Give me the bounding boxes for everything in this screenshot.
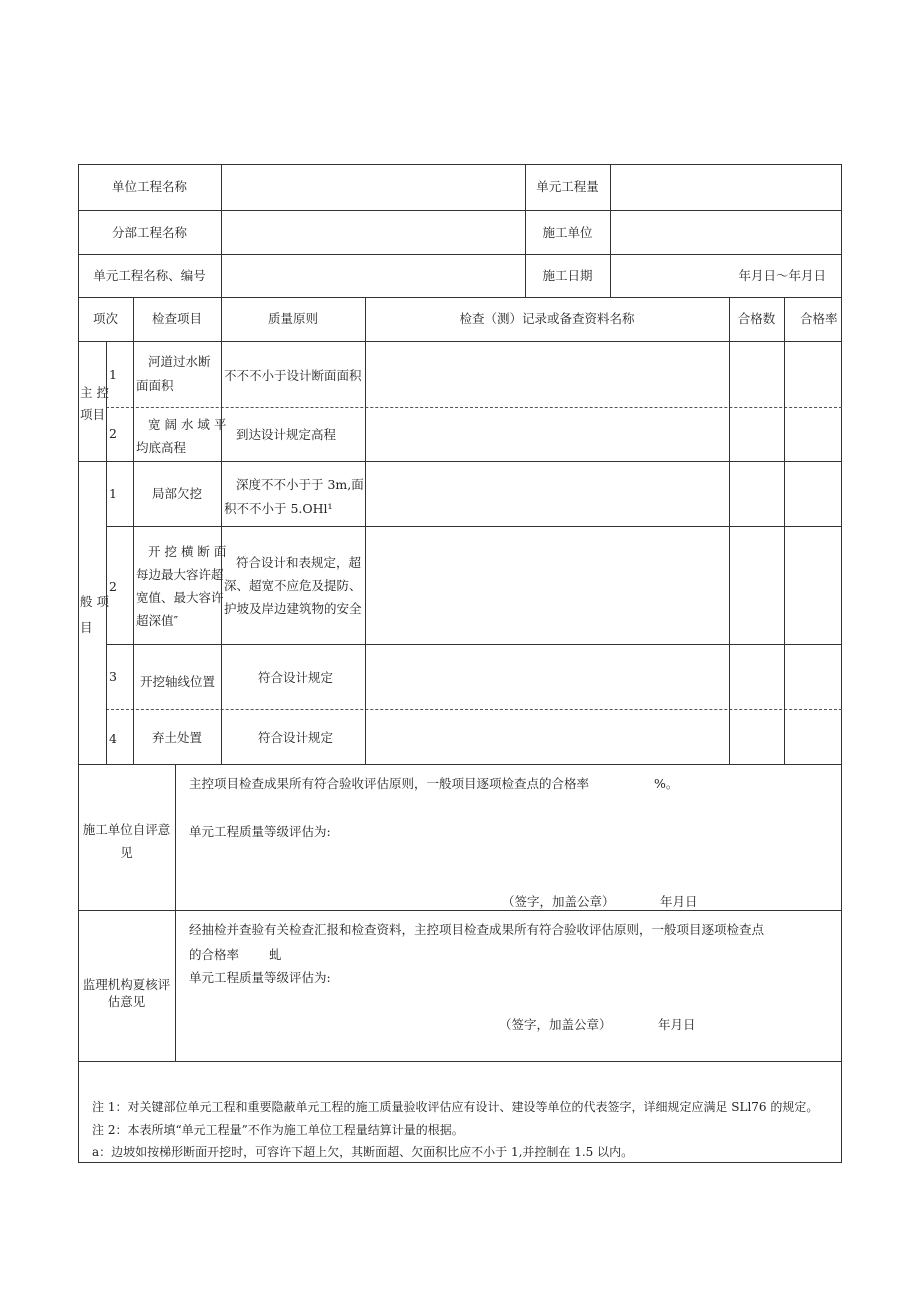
row-line [106,526,842,527]
general-items-group-label: 般 项 [80,594,109,609]
col-line [175,764,176,1061]
row-line [78,910,842,911]
row-line [78,764,842,765]
self-assessment-label: 见 [120,845,133,860]
main-items-group-label: 项目 [80,407,106,422]
general-item-principle: 深度不不小于于 3m,面 [236,477,364,492]
row-line [106,644,842,645]
self-assessment-sign: （签字，加盖公章） [502,894,615,909]
note-3: a：边坡如按梯形断面开挖时，可容许下超上欠，其断面超、欠面积比应不小于 1,并控制在 1.5 以内。 [92,1145,634,1159]
row-line [78,210,842,211]
quality-form-table [78,164,842,1163]
unit-quantity-label: 单元工程量 [536,179,599,194]
general-item-principle: 深、超宽不应危及提防、 [224,578,362,593]
general-item-principle: 符合设计和表规定，超 [236,555,362,570]
col-header-pass-rate: 合格率 [800,311,838,326]
general-item-no: 1 [109,486,117,501]
supervision-label: 估意见 [107,994,146,1009]
col-line [221,297,222,764]
general-items-group-label: 目 [80,620,93,635]
row-line-dashed [106,407,842,408]
row-line [78,297,842,298]
construction-unit-label: 施工单位 [542,225,593,240]
col-header-check-item: 检查项目 [151,311,202,326]
general-item-principle: 积不不小于 5.OHl¹ [224,501,333,516]
col-line [106,341,107,764]
division-project-name-label: 分部工程名称 [111,225,187,240]
self-assessment-label: 施工单位自评意 [82,822,171,837]
general-item-principle: 符合设计规定 [258,730,334,745]
general-item-name: 开挖轴线位置 [140,674,216,689]
supervision-percent: 虬 [269,947,282,962]
supervision-text: 经抽检并查验有关检查汇报和检查资料，主控项目检查成果所有符合验收评估原则，一般项目逐项检查点 [189,922,765,937]
col-header-item-no: 项次 [92,311,118,326]
row-line [78,254,842,255]
border-top [78,164,842,165]
row-line [78,1061,842,1062]
note-1: 注 1：对关键部位单元工程和重要隐蔽单元工程的施工质量验收评估应有设计、建设等单位的代表签字，详细规定应满足 SLl76 的规定。 [92,1100,819,1114]
col-line [729,297,730,764]
general-item-principle: 护坡及岸边建筑物的安全 [224,601,362,616]
general-item-no: 2 [109,579,117,594]
main-item-name: 河道过水断 [148,354,211,369]
supervision-label: 监理机构夏核评 [82,977,171,992]
main-item-principle: 到达设计规定高程 [236,427,337,442]
general-item-name: 超深值″ [136,613,179,628]
col-header-quality-principle: 质量原则 [267,311,318,326]
col-line [133,297,134,764]
supervision-grade: 单元工程质量等级评估为: [189,970,331,985]
border-bottom [78,1162,842,1163]
main-items-group-label: 主 控 [80,385,109,400]
main-item-name: 均底高程 [136,440,187,455]
supervision-text: 的合格率 [189,947,240,962]
unit-project-name-label: 单位工程名称 [111,179,187,194]
col-line [784,297,785,764]
general-item-no: 3 [109,669,117,684]
self-assessment-text: 主控项目检查成果所有符合验收评估原则，一般项目逐项检查点的合格率 [189,776,590,791]
col-line [365,297,366,764]
self-assessment-percent: %。 [654,776,679,791]
main-item-name: 面面积 [136,378,174,393]
main-item-name: 宽 阔 水 域 平 [148,417,227,432]
row-line [78,341,842,342]
supervision-sign: （签字，加盖公章） [499,1017,612,1032]
col-header-pass-count: 合格数 [737,311,776,326]
general-item-principle: 符合设计规定 [258,670,334,685]
main-item-no: 2 [109,426,117,441]
general-item-no: 4 [109,731,117,746]
main-item-no: 1 [109,367,117,382]
general-item-name: 弃土处置 [152,730,203,745]
general-item-name: 开 挖 横 断 面 [148,544,227,559]
self-assessment-date: 年月日 [660,894,698,909]
general-item-name: 每边最大容许超 [136,567,224,582]
construction-date-label: 施工日期 [542,268,593,283]
col-header-record-name: 检查（测）记录或备查资料名称 [459,311,635,326]
main-item-principle: 不不不小于设计断面面积 [224,368,362,383]
row-line [78,461,842,462]
col-line [221,164,222,297]
supervision-date: 年月日 [658,1017,696,1032]
row-line-dashed [106,709,842,710]
general-item-name: 局部欠挖 [152,486,203,501]
element-project-name-label: 单元工程名称、编号 [93,268,206,283]
construction-date-value: 年月日～年月日 [738,268,826,283]
self-assessment-grade: 单元工程质量等级评估为: [189,824,331,839]
note-2: 注 2：本表所填“单元工程量”不作为施工单位工程量结算计量的根据。 [92,1123,464,1137]
general-item-name: 宽值、最大容许 [136,590,224,605]
